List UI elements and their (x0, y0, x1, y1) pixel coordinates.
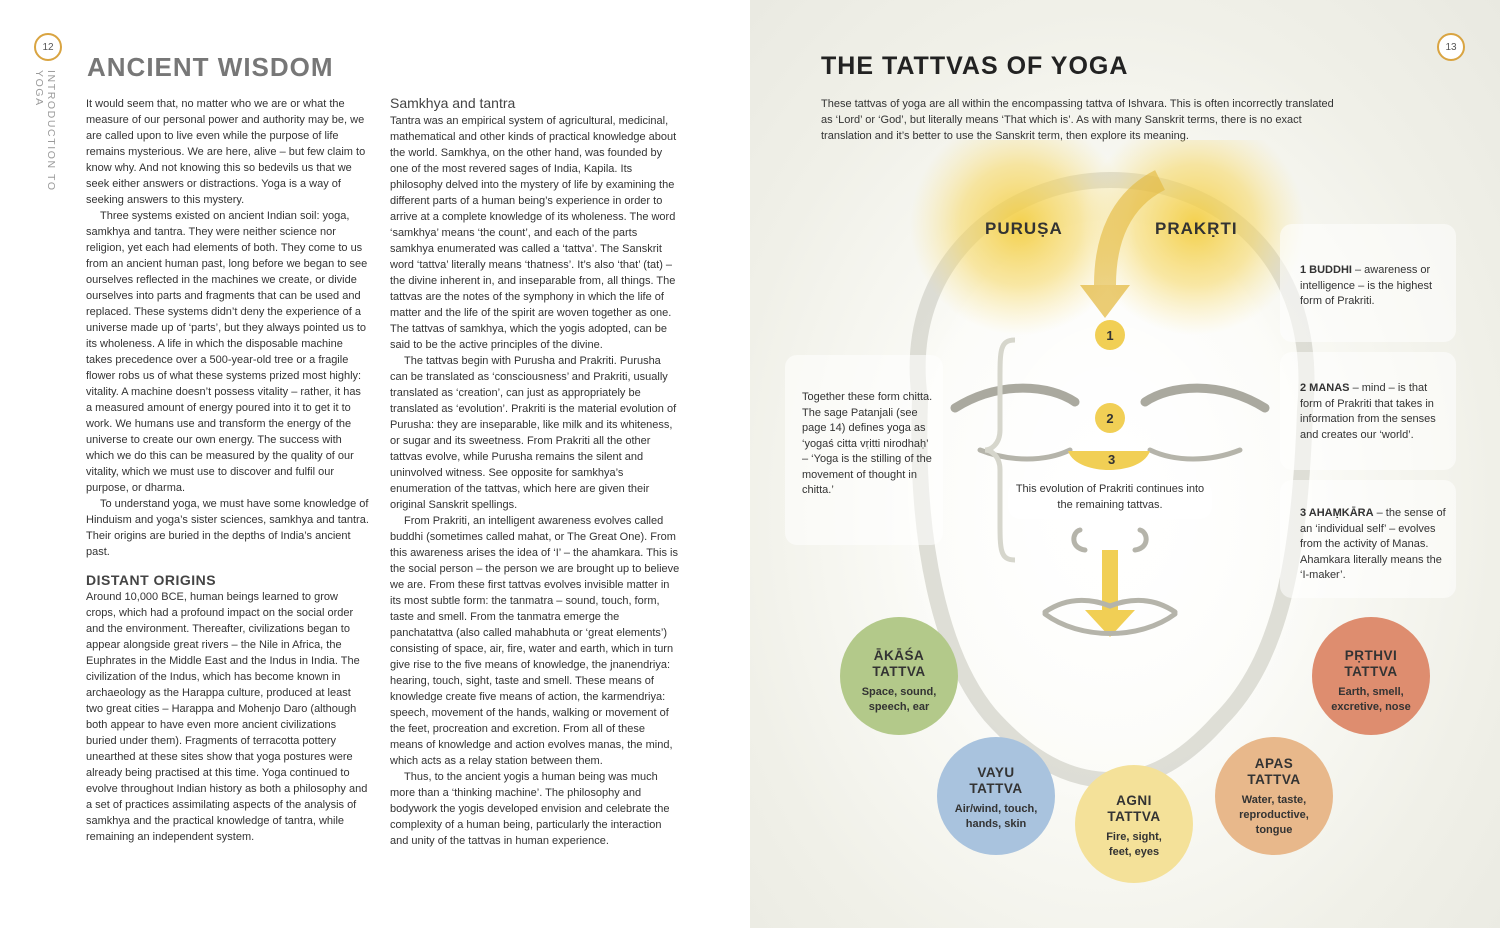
apas-desc-3: tongue (1255, 824, 1293, 836)
ahamkara-text: – the sense of an ‘individual self’ – evolves from the activity of Manas. Ahamkara literally means the ‘I-maker’. (1300, 507, 1446, 581)
paragraph: It would seem that, no matter who we are or what the measure of our personal power and authority may be, we are called upon to live even while the purpose of life remains mysterious. We are here, alive – but few claim to know why. And not knowing this so bedevils us that we seek either answers or distractions. Yoga is a way of seeking answers to this mystery. (86, 98, 366, 206)
prthvi-title-2: TATTVA (1344, 664, 1398, 679)
apas-title-2: TATTVA (1247, 772, 1301, 787)
section-heading-distant-origins: DISTANT ORIGINS (86, 572, 217, 588)
section-heading-samkhya: Samkhya and tantra (390, 95, 516, 111)
section-tab: INTRODUCTION TO YOGA (33, 70, 57, 192)
vayu-tattva-circle (937, 737, 1055, 855)
paragraph: From Prakriti, an intelligent awareness evolves called buddhi (sometimes called mahat, or The Great One). From this awareness arises the idea of ‘I’ – the ahamkara. This is the social person – the person we are brought up to believe we are. From these first tattvas evolves invisible matter in its most subtle form: the tanmatra – sound, touch, form, taste and smell. From the tanmatra emerge the panchatattva (also called mahabhuta or ‘great elements’) consisting of space, air, fire, water and earth, which in turn give rise to the five means of knowledge, the jnanendriya: hearing, touch, sight, taste and smell. These means of knowledge create five means of action, the karmendriya: speech, movement of the hands, walking or movement of the feet, procreation and excretion. From all of these means of knowledge and action evolves manas, the mind, which acts as a relay station between them. (390, 515, 680, 767)
page-number-right: 13 (1437, 33, 1465, 61)
prthvi-desc-1: Earth, smell, (1338, 686, 1404, 698)
akasa-desc-2: speech, ear (868, 701, 930, 713)
text-column-1 (86, 96, 369, 845)
paragraph: Thus, to the ancient yogis a human being was much more than a ‘thinking machine’. The philosophy and bodywork the yogis developed envision and celebrate the complexity of a human being, particularly the interaction and unity of the tattvas in human experience. (390, 771, 670, 847)
evolution-note: This evolution of Prakriti continues into the remaining tattvas. (1008, 481, 1212, 519)
purusa-label: PURUṢA (985, 219, 1063, 238)
manas-title: 2 MANAS (1300, 382, 1350, 394)
vayu-desc-2: hands, skin (965, 818, 1027, 830)
apas-desc-1: Water, taste, (1241, 794, 1307, 806)
agni-desc-2: feet, eyes (1108, 846, 1160, 858)
vayu-title-1: VAYU (977, 765, 1015, 780)
akasa-title-2: TATTVA (872, 664, 926, 679)
intro-text: These tattvas of yoga are all within the encompassing tattva of Ishvara. This is often incorrectly translated as ‘Lord’ or ‘God’, but literally means ‘That which is’. As with many Sanskrit terms, there is no exact translation and it’s better to use the Sanskrit term, then explore its meaning. (821, 98, 1334, 142)
text-column-2 (390, 96, 680, 849)
prthvi-title-1: PṚTHVI (1344, 648, 1398, 663)
akasa-desc (840, 685, 958, 715)
ahamkara-title: 3 AHAṂKĀRA (1300, 507, 1374, 519)
agni-title-2: TATTVA (1107, 809, 1161, 824)
paragraph: The tattvas begin with Purusha and Prakriti. Purusha can be translated as ‘consciousness’ and Prakriti, usually translated as ‘creation’, can just as appropriately be translated as ‘evolution’. Prakriti is the material evolution of Purusha: they are inseparable, like milk and its whiteness, or sugar and its sweetness. From Prakriti all the other tattvas evolve, while Purusha remains the silent and uninvolved witness. See opposite for samkhya’s enumeration of the tattvas, which here are given their original Sanskrit spellings. (390, 355, 677, 511)
number-badge-3: 3 (1108, 452, 1116, 467)
buddhi-callout (1280, 224, 1456, 342)
apas-desc-2: reproductive, (1239, 809, 1309, 821)
agni-desc-1: Fire, sight, (1106, 831, 1162, 843)
page-title-right: THE TATTVAS OF YOGA (821, 52, 1129, 80)
page-title-left: ANCIENT WISDOM (87, 52, 334, 82)
vayu-desc-1: Air/wind, touch, (954, 803, 1038, 815)
paragraph: Around 10,000 BCE, human beings learned to grow crops, which had a profound impact on the social order and the environment. Thereafter, civilizations began to appear alongside great rivers – the Nile in Africa, the Euphrates in the Middle East and the Indus in India. The civilization of the Indus, which has become known in archaeology as the Harappa culture, produced at least two great cities – Harappa and Mohenjo Daro (although both appear to have even more ancient civilizations buried under them). Fragments of terracotta pottery unearthed at these sites show that yoga postures were already being practised at this time. Yoga continued to evolve throughout Indian history as both a philosophy and a set of practices assimilating aspects of the analysis of samkhya and the practical knowledge of tantra, while remaining an independent system. (86, 591, 368, 843)
prthvi-desc (1312, 685, 1430, 715)
ahamkara-callout (1280, 480, 1456, 598)
number-badge-2: 2 (1095, 403, 1125, 433)
vayu-title-2: TATTVA (969, 781, 1023, 796)
page-number-left: 12 (34, 33, 62, 61)
vayu-desc (937, 802, 1055, 832)
manas-text: – mind – is that form of Prakriti that takes in information from the senses and creates our ‘world’. (1300, 382, 1436, 441)
akasa-title-1: ĀKĀŚA (873, 648, 925, 663)
paragraph: To understand yoga, we must have some knowledge of Hinduism and yoga’s sister sciences, samkhya and tantra. Their origins are buried in the depths of India’s ancient past. (86, 498, 369, 558)
manas-callout (1280, 352, 1456, 470)
buddhi-text: – awareness or intelligence – is the highest form of Prakriti. (1300, 264, 1433, 307)
prakrti-label: PRAKṚTI (1155, 219, 1238, 238)
apas-title-1: APAS (1254, 756, 1294, 771)
prthvi-desc-2: excretive, nose (1331, 701, 1411, 713)
agni-tattva-circle (1075, 765, 1193, 883)
apas-desc (1215, 793, 1333, 838)
agni-title-1: AGNI (1116, 793, 1152, 808)
buddhi-title: 1 BUDDHI (1300, 264, 1352, 276)
akasa-tattva-circle (840, 617, 958, 735)
paragraph: Three systems existed on ancient Indian soil: yoga, samkhya and tantra. They were neither science nor religion, yet each had elements of both. They come to us from an ancient human past, long before we began to see ourselves reflected in the machines we create, or divide ourselves into parts and fragments that can be used and replaced. These systems didn’t deny the experience of a universe made up of ‘parts’, but they always pointed us to its wholeness. A life in which the disposable machine takes precedence over a 500-year-old tree or a fragile flower robs us of what these systems prized most highly: vitality. A machine doesn’t possess vitality – rather, it has a measured amount of energy poured into it to get it to work. We humans use and transform the energy of the universe to create our own energy. The success with which we do this can be measured by the quality of our vitality, which we must use to discover and fulfil our purpose, or dharma. (86, 210, 368, 494)
agni-desc (1075, 830, 1193, 860)
paragraph: Tantra was an empirical system of agricultural, medicinal, mathematical and other kinds of practical knowledge about the world. Samkhya, on the other hand, was founded by one of the most revered sages of India, Kapila. Its philosophy delved into the mystery of life by examining the different parts of a human being’s experience in order to arrive at a complete knowledge of its wholeness. The word ‘samkhya’ means ‘the count’, and each of the parts samkhya enumerated was called a ‘tattva’. The Sanskrit word ‘tattva’ literally means ‘thatness’. It’s also ‘that’ (tat) – the divine inherent in, and inseparable from, all things. The tattvas are the notes of the symphony in which the life of matter and the life of the spirit are woven together as one. The tattvas of samkhya, which the yogis adopted, can be said to be the active principles of the divine. (390, 115, 677, 351)
akasa-desc-1: Space, sound, (861, 686, 937, 698)
chitta-callout: Together these form chitta. The sage Patanjali (see page 14) defines yoga as ‘yogaś citta vṛitti nirodhaḥ’ – ‘Yoga is the stilling of the movement of thought in chitta.’ (785, 355, 943, 545)
apas-tattva-circle (1215, 737, 1333, 855)
number-badge-1: 1 (1095, 320, 1125, 350)
prthvi-tattva-circle (1312, 617, 1430, 735)
